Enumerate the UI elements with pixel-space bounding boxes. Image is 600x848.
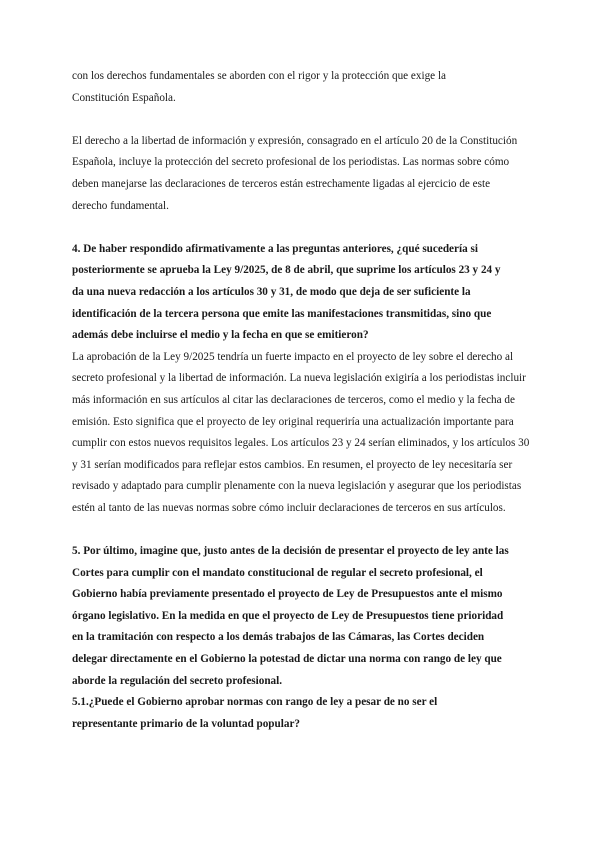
paragraph-gap — [72, 109, 532, 131]
question-4: 4. De haber respondido afirmativamente a las preguntas anteriores, ¿qué sucedería si posteriormente se aprueba la Ley 9/2025, de 8 de abril, que suprime los artículos 23 y 24 y da una nueva redacción a los artículos 30 y 31, de modo que deja de ser suficiente la identificación de la tercera persona que emite las manifestaciones transmitidas, sino que además debe incluirse el medio y la fecha en que se emitieron? — [72, 242, 501, 342]
paragraph-gap — [72, 217, 532, 239]
question-5-1: 5.1.¿Puede el Gobierno aprobar normas con rango de ley a pesar de no ser el representante primario de la voluntad popular? — [72, 696, 438, 730]
answer-4: La aprobación de la Ley 9/2025 tendría un fuerte impacto en el proyecto de ley sobre el derecho al secreto profesional y la libertad de información. La nueva legislación exigiría a los periodistas incluir más información en sus artículos al citar las declaraciones de terceros, como el medio y la fecha de emisión. Esto significa que el proyecto de ley original requeriría una actualización importante para cumplir con estos nuevos requisitos legales. Los artículos 23 y 24 serían eliminados, y los artículos 30 y 31 serían modificados para reflejar estos cambios. En resumen, el proyecto de ley necesitaría ser revisado y adaptado para cumplir plenamente con la nueva legislación y asegurar que los periodistas estén al tanto de las nuevas normas sobre cómo incluir declaraciones de terceros en sus artículos. — [72, 350, 530, 514]
question-5: 5. Por último, imagine que, justo antes de la decisión de presentar el proyecto de ley ante las Cortes para cumplir con el mandato constitucional de regular el secreto profesional, el Gobierno había previamente presentado el proyecto de Ley de Presupuestos ante el mismo órgano legislativo. En la medida en que el proyecto de Ley de Presupuestos tiene prioridad en la tramitación con respecto a los demás trabajos de las Cámaras, las Cortes deciden delegar directamente en el Gobierno la potestad de dictar una norma con rango de ley que aborde la regulación del secreto profesional. — [72, 545, 509, 687]
document-page — [72, 66, 532, 735]
paragraph-derecho-libertad: El derecho a la libertad de información y expresión, consagrado en el artículo 20 de la Constitución Española, incluye la protección del secreto profesional de los periodistas. Las normas sobre cómo deben manejarse las declaraciones de terceros están estrechamente ligadas al ejercicio de este derecho fundamental. — [72, 134, 518, 212]
paragraph-continuation: con los derechos fundamentales se aborden con el rigor y la protección que exige la Constitución Española. — [72, 70, 447, 104]
paragraph-gap — [72, 519, 532, 541]
